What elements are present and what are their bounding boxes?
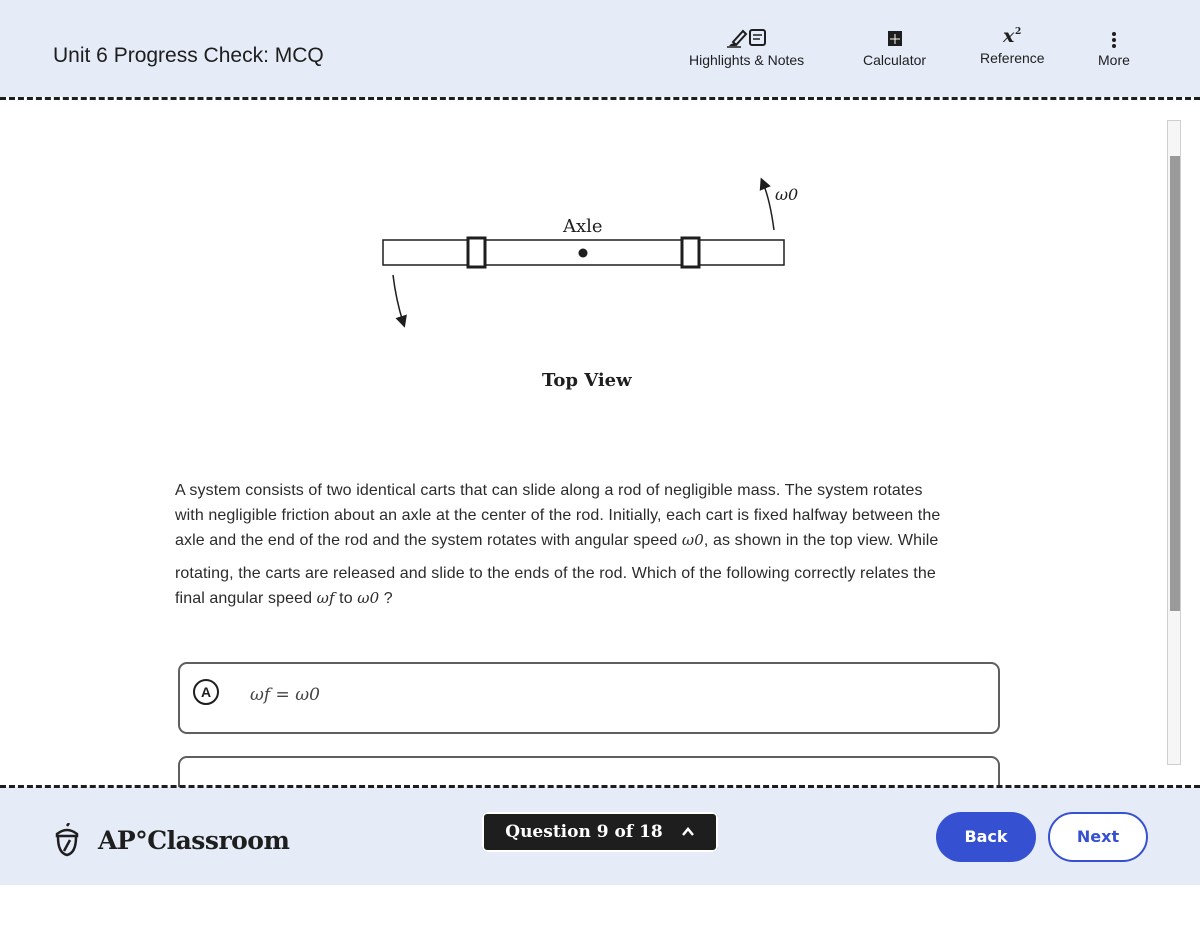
- question-text: final angular speed: [175, 590, 317, 607]
- cart-right: [682, 238, 699, 267]
- calculator-label: Calculator: [863, 52, 927, 68]
- highlighter-note-icon: [725, 26, 769, 48]
- figure-caption: Top View: [542, 370, 632, 391]
- header-divider: [0, 97, 1200, 100]
- cart-left: [468, 238, 485, 267]
- choice-letter-badge: A: [193, 679, 219, 705]
- next-button[interactable]: Next: [1048, 812, 1148, 862]
- rotation-arrow-bottom: [393, 275, 403, 322]
- reference-label: Reference: [980, 50, 1045, 66]
- question-text: axle and the end of the rod and the system rotates with angular speed: [175, 532, 682, 549]
- chevron-up-icon: [681, 825, 695, 839]
- svg-text:2: 2: [1015, 27, 1022, 37]
- question-text: , as shown in the top view. While: [703, 532, 939, 549]
- more-vertical-icon: [1110, 26, 1118, 48]
- question-text: to: [334, 590, 358, 607]
- question-line: A system consists of two identical carts that can slide along a rod of negligible mass. The system rotates: [175, 482, 923, 499]
- question-line: with negligible friction about an axle at the center of the rod. Initially, each cart is fixed halfway between the: [175, 507, 941, 524]
- scrollbar-thumb[interactable]: [1170, 156, 1180, 611]
- choice-text: ωf = ω0: [250, 685, 320, 705]
- question-nav-label: Question 9 of 18: [505, 822, 663, 842]
- top-toolbar: [0, 0, 1200, 97]
- math-omega-zero: ω0: [681, 531, 704, 549]
- logo-text: AP°Classroom: [98, 825, 290, 855]
- content-scrollbar[interactable]: [1167, 120, 1181, 765]
- question-line: [175, 528, 1015, 553]
- reference-formula-icon: [999, 24, 1025, 46]
- svg-text:x: x: [1003, 25, 1015, 46]
- highlights-notes-label: Highlights & Notes: [689, 52, 805, 68]
- calculator-button[interactable]: [863, 26, 926, 68]
- math-omega-zero: ω0: [357, 589, 380, 607]
- axle-point: [579, 249, 588, 258]
- reference-button[interactable]: [980, 24, 1045, 66]
- calculator-icon: [887, 26, 903, 48]
- page-title: Unit 6 Progress Check: MCQ: [53, 44, 324, 67]
- omega-zero-label: ω0: [775, 185, 799, 204]
- more-label: More: [1098, 52, 1130, 68]
- question-stem: [175, 478, 1015, 611]
- question-text: ?: [379, 590, 393, 607]
- acorn-icon: [52, 823, 82, 857]
- highlights-notes-button[interactable]: [689, 26, 804, 68]
- rotation-arrow-top: [763, 183, 774, 230]
- question-line: rotating, the carts are released and slide to the ends of the rod. Which of the following correctly relates the: [175, 565, 936, 582]
- math-omega-f: ωf: [316, 589, 335, 607]
- back-button[interactable]: Back: [936, 812, 1036, 862]
- more-button[interactable]: [1098, 26, 1130, 68]
- axle-label: Axle: [563, 216, 603, 237]
- rod-diagram: [375, 170, 815, 400]
- question-line: [175, 586, 1015, 611]
- answer-choice-a[interactable]: [178, 662, 1000, 734]
- top-view-figure: [375, 170, 815, 400]
- ap-classroom-logo: [52, 822, 289, 858]
- footer-divider: [0, 785, 1200, 788]
- question-navigator-button[interactable]: [482, 812, 718, 852]
